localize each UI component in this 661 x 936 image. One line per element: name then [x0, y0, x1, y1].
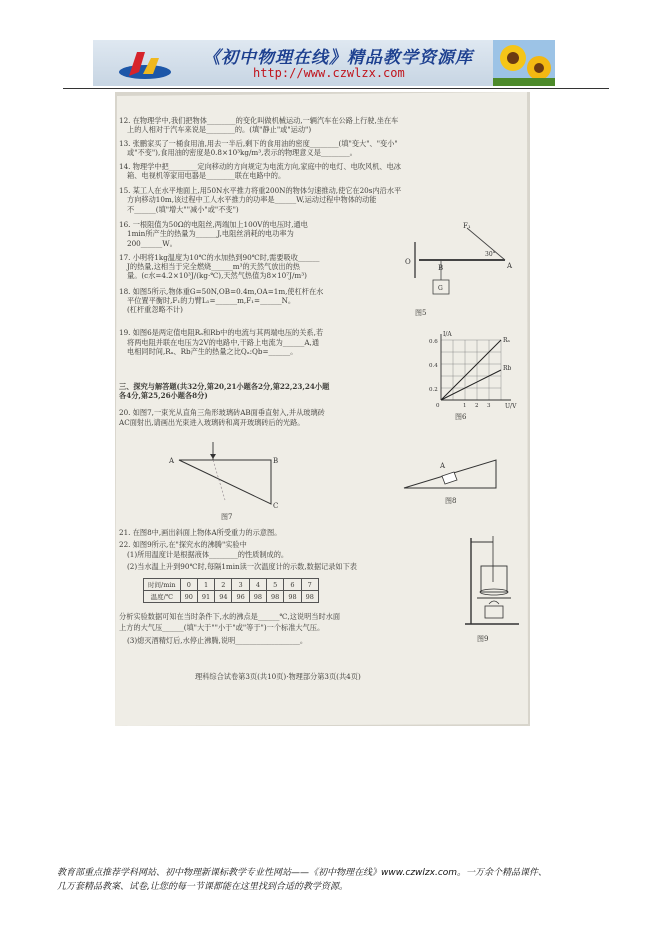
question-line: 18. 如图5所示,物体重G=50N,OB=0.4m,OA=1m,使杠杆在水 — [119, 287, 324, 296]
figure-6-caption: 图6 — [455, 413, 467, 421]
exam-photo — [115, 92, 530, 726]
banner-url[interactable]: http://www.czwlzx.com — [253, 66, 405, 80]
svg-text:Rb: Rb — [503, 365, 512, 372]
q22-line-2: (1)所用温度计是根据液体________的性质制成的。 — [127, 550, 289, 559]
question-line: 或"不变"),食用油的密度是0.8×10³kg/m³,表示的物理意义是________。 — [127, 148, 357, 157]
svg-text:I/A: I/A — [443, 331, 452, 338]
section-heading: 三、探究与解答题(共32分,第20,21小题各2分,第22,23,24小题 — [119, 382, 330, 391]
svg-text:0.2: 0.2 — [429, 387, 438, 393]
question-line: 13. 张鹏家买了一桶食用油,用去一半后,剩下的食用油的密度________(填"变大"、"变小" — [119, 139, 398, 148]
section-heading-2: 各4分,第25,26小题各8分) — [119, 391, 208, 400]
banner-title: 《初中物理在线》精品教学资源库 — [203, 48, 473, 68]
figure-7-prism — [165, 442, 295, 512]
question-line: 量。(c水=4.2×10³J/(kg·℃),天然气热值为8×10⁷J/m³) — [127, 271, 307, 280]
q22-after-2: 上方的大气压______(填"大于""小于"或"等于")一个标准大气压。 — [119, 623, 325, 632]
header-rule — [63, 88, 609, 89]
question-line: 14. 物理学中把________定向移动的方向规定为电流方向,家庭中的电灯、电吹风机、电冰 — [119, 162, 401, 171]
footer-line-2: 几万套精品教案、试卷,让您的每一节课都能在这里找到合适的教学资源。 — [57, 882, 348, 892]
svg-text:0: 0 — [436, 403, 440, 409]
question-line: J的热量,这相当于完全燃烧______m³的天然气放出的热 — [127, 262, 300, 271]
fig5-label-f1: F₁ — [463, 222, 471, 230]
svg-text:0.6: 0.6 — [429, 339, 438, 345]
question-line: 方向移动10m,该过程中工人水平推力的功率是______W,运动过程中物体的动能 — [127, 195, 377, 204]
svg-text:C: C — [273, 502, 279, 510]
q22-after-1: 分析实验数据可知在当时条件下,水的沸点是______℃,这说明当时水面 — [119, 612, 341, 621]
svg-text:Rₐ: Rₐ — [503, 337, 510, 344]
q22-line-1: 22. 如图9所示,在"探究水的沸腾"实验中 — [119, 540, 247, 549]
temperature-table — [143, 578, 319, 603]
question-line: 将两电阻并联在电压为2V的电路中,干路上电流为______A,通 — [127, 338, 320, 347]
table-row: 温度/℃ 90 91 94 96 98 98 98 98 — [144, 591, 319, 603]
question-line: 16. 一根阻值为50Ω的电阻丝,两端加上100V的电压时,通电 — [119, 220, 308, 229]
sunflower-icon — [493, 40, 555, 86]
fig5-label-a: A — [507, 262, 513, 270]
q20-line-2: AC面射出,请画出光束进入玻璃砖和离开玻璃砖后的光路。 — [119, 418, 305, 427]
svg-text:2: 2 — [475, 403, 479, 409]
figure-8-caption: 图8 — [445, 497, 457, 505]
table-row: 时间/min 0 1 2 3 4 5 6 7 — [144, 579, 319, 591]
fig5-label-angle: 30° — [485, 251, 496, 258]
q20-line-1: 20. 如图7,一束光从直角三角形玻璃砖AB面垂直射入,并从玻璃砖 — [119, 408, 325, 417]
fig5-label-b: B — [438, 264, 444, 272]
q22-line-3: (2)当水温上升到90℃时,每隔1min读一次温度计的示数,数据记录如下表 — [127, 562, 357, 571]
question-line: 17. 小明将1kg温度为10℃的水加热到90℃时,需要吸收______ — [119, 253, 320, 262]
footer-line-1: 教育部重点推荐学科网站、初中物理新课标教学专业性网站——《初中物理在线》www.czwlzx.com。一万余个精品课件、 — [57, 868, 548, 878]
figure-5-lever — [405, 222, 515, 322]
q21-text: 21. 在图8中,画出斜面上物体A所受重力的示意图。 — [119, 528, 282, 537]
question-line: 箱、电视机等家用电器是________联在电路中的。 — [127, 171, 286, 180]
svg-text:0.4: 0.4 — [429, 363, 438, 369]
figure-6-graph — [427, 330, 519, 414]
figure-7-caption: 图7 — [221, 513, 233, 521]
question-line: 上的人相对于汽车来说是________的。(填"静止"或"运动") — [127, 125, 312, 134]
question-line: 不______(填"增大""减小"或"不变") — [127, 205, 239, 214]
svg-text:3: 3 — [487, 403, 491, 409]
question-line: 200______W。 — [127, 239, 177, 248]
question-line: 平位置平衡时,F₁的力臂L₁=______m,F₁=______N。 — [127, 296, 296, 305]
question-line: 电相同时间,Rₐ、Rb产生的热量之比Qₐ:Qb=______。 — [127, 347, 298, 356]
fig5-label-g: G — [438, 285, 443, 292]
figure-8-incline — [400, 448, 500, 492]
svg-text:A: A — [440, 462, 446, 470]
figure-9-apparatus — [463, 532, 521, 632]
q22-after-3: (3)熄灭酒精灯后,水停止沸腾,说明__________________。 — [127, 636, 308, 645]
svg-text:B: B — [273, 457, 279, 465]
question-line: 1min所产生的热量为______J,电阻丝消耗的电功率为 — [127, 229, 294, 238]
svg-text:U/V: U/V — [505, 403, 517, 410]
svg-text:1: 1 — [463, 403, 467, 409]
figure-5-caption: 图5 — [415, 309, 427, 317]
fig5-label-o: O — [405, 258, 411, 266]
svg-text:A: A — [169, 457, 175, 465]
question-line: 19. 如图6是两定值电阻Rₐ和Rb中的电流与其两端电压的关系,若 — [119, 328, 324, 337]
page-footer: 理科综合试卷第3页(共10页)·物理部分第3页(共4页) — [195, 672, 361, 681]
question-line: (杠杆重忽略不计) — [127, 305, 183, 314]
header-banner — [93, 40, 555, 86]
question-line: 15. 某工人在水平地面上,用50N水平推力将重200N的物体匀速推动,使它在20s内沿水平 — [119, 186, 402, 195]
site-logo-icon — [115, 46, 175, 82]
question-line: 12. 在物理学中,我们把物体________的变化叫做机械运动,一辆汽车在公路上行驶,坐在车 — [119, 116, 399, 125]
site-footer — [57, 866, 617, 894]
figure-9-caption: 图9 — [477, 635, 489, 643]
